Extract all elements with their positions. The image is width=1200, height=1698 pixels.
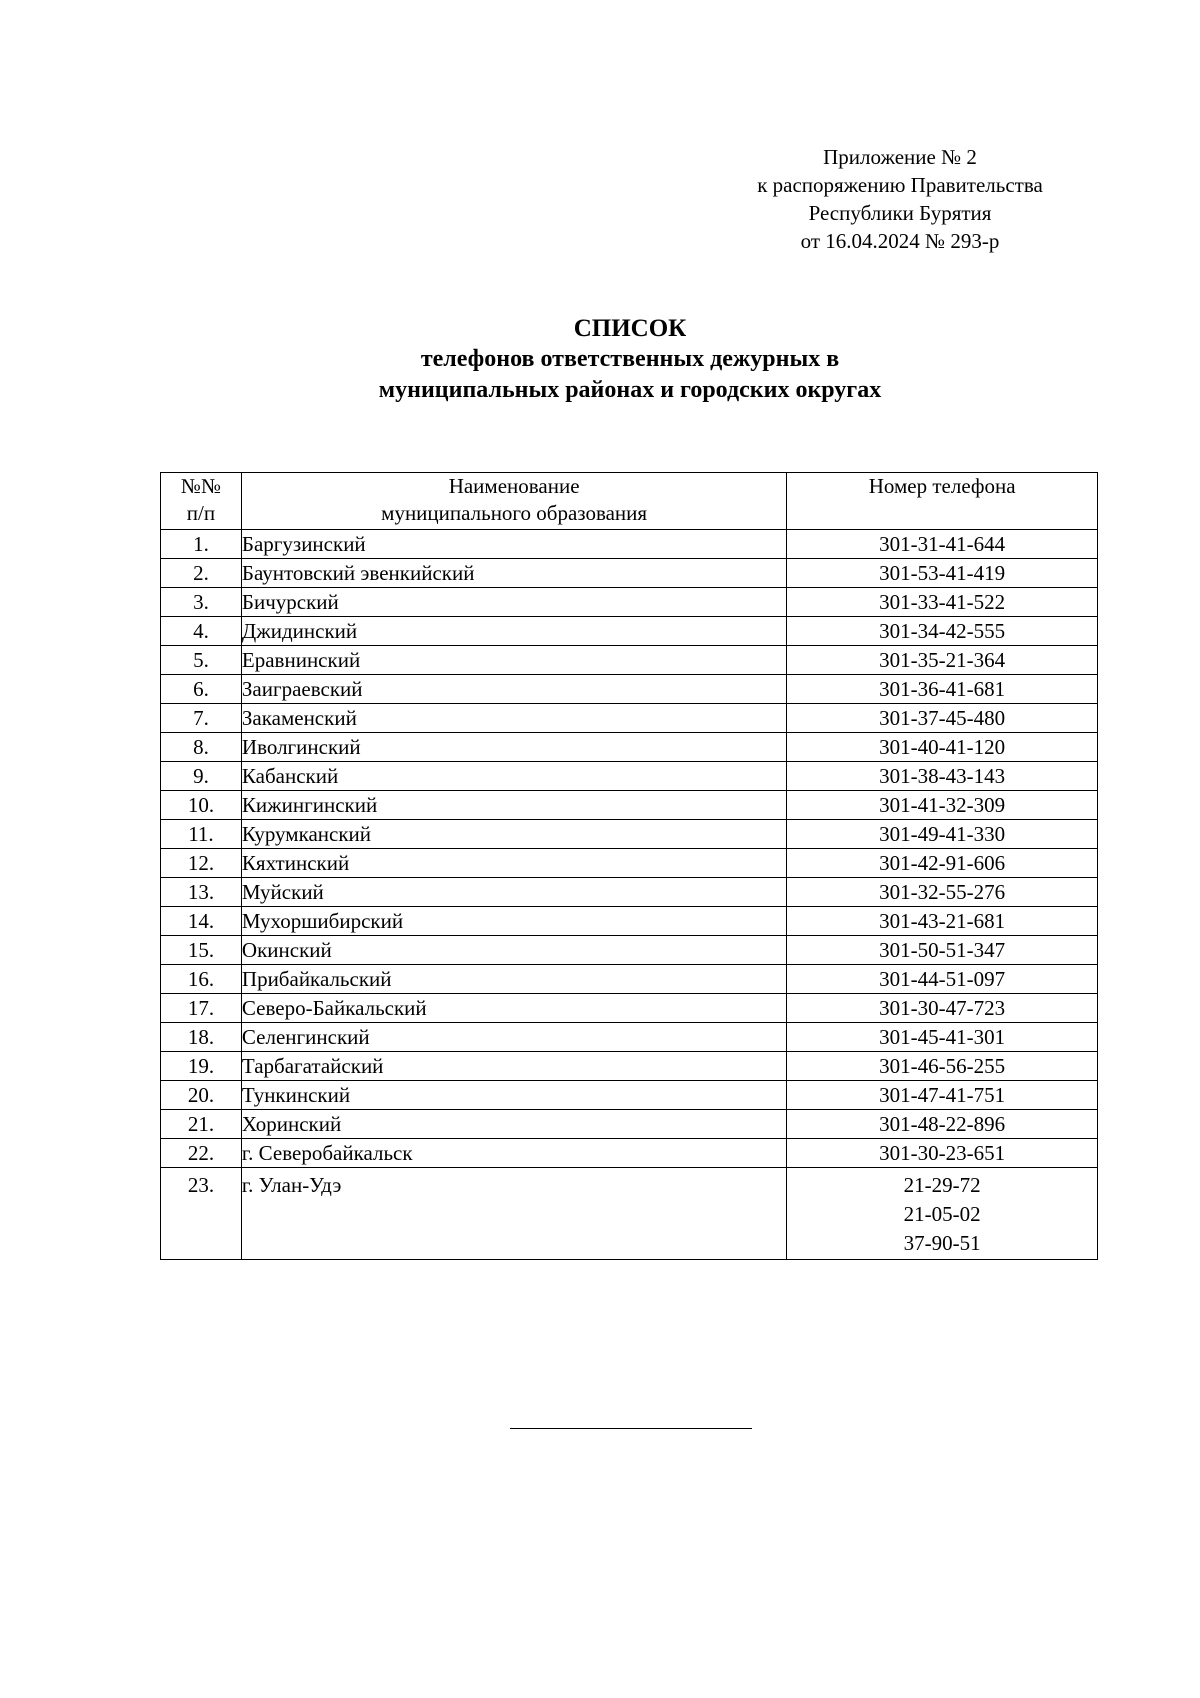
row-number: 15. [161, 936, 242, 965]
row-phone: 301-48-22-896 [787, 1110, 1098, 1139]
row-phone: 301-35-21-364 [787, 646, 1098, 675]
row-number: 3. [161, 588, 242, 617]
row-name: Хоринский [241, 1110, 786, 1139]
row-phone: 301-30-23-651 [787, 1139, 1098, 1168]
table-row [161, 762, 1098, 791]
row-phone: 301-38-43-143 [787, 762, 1098, 791]
row-number: 11. [161, 820, 242, 849]
row-number: 13. [161, 878, 242, 907]
table-row [161, 965, 1098, 994]
row-number: 4. [161, 617, 242, 646]
row-phone-2: 21-05-02 [903, 1202, 981, 1226]
table-row [161, 820, 1098, 849]
header-phone-label: Номер телефона [868, 474, 1016, 498]
table-row [161, 617, 1098, 646]
header-number [161, 473, 242, 530]
table-row [161, 936, 1098, 965]
table-row [161, 791, 1098, 820]
row-name: Мухоршибирский [241, 907, 786, 936]
row-name: Тункинский [241, 1081, 786, 1110]
header-name-line2: муниципального образования [381, 501, 648, 525]
row-phone: 301-40-41-120 [787, 733, 1098, 762]
row-phone: 301-45-41-301 [787, 1023, 1098, 1052]
row-name: Закаменский [241, 704, 786, 733]
row-phone: 301-36-41-681 [787, 675, 1098, 704]
row-phone: 301-49-41-330 [787, 820, 1098, 849]
row-number: 16. [161, 965, 242, 994]
row-number: 10. [161, 791, 242, 820]
header-name-line1: Наименование [448, 474, 580, 498]
row-name: г. Северобайкальск [241, 1139, 786, 1168]
closing-rule [510, 1428, 752, 1429]
document-title [0, 313, 1200, 406]
row-phone: 301-37-45-480 [787, 704, 1098, 733]
row-phone: 301-43-21-681 [787, 907, 1098, 936]
row-number: 14. [161, 907, 242, 936]
row-number: 20. [161, 1081, 242, 1110]
row-number: 21. [161, 1110, 242, 1139]
table-row [161, 1110, 1098, 1139]
header-number-line1: №№ [180, 474, 221, 498]
row-number: 6. [161, 675, 242, 704]
row-name: Заиграевский [241, 675, 786, 704]
row-phone: 301-30-47-723 [787, 994, 1098, 1023]
table-row [161, 849, 1098, 878]
row-phone: 301-44-51-097 [787, 965, 1098, 994]
row-name: Джидинский [241, 617, 786, 646]
table-row [161, 733, 1098, 762]
appendix-header [700, 143, 1100, 255]
table-header-row [161, 473, 1098, 530]
table-row [161, 1052, 1098, 1081]
appendix-line-date: от 16.04.2024 № 293-р [800, 229, 1000, 253]
table-row [161, 907, 1098, 936]
row-number: 9. [161, 762, 242, 791]
row-phone: 301-46-56-255 [787, 1052, 1098, 1081]
row-phone: 301-34-42-555 [787, 617, 1098, 646]
row-name: Еравнинский [241, 646, 786, 675]
table-row [161, 878, 1098, 907]
table-row [161, 1023, 1098, 1052]
title-main: СПИСОК [573, 315, 687, 342]
row-phone: 301-41-32-309 [787, 791, 1098, 820]
table-row [161, 675, 1098, 704]
table-row [161, 1139, 1098, 1168]
row-name: Баргузинский [241, 530, 786, 559]
table-row [161, 530, 1098, 559]
row-name: Селенгинский [241, 1023, 786, 1052]
row-name: Кабанский [241, 762, 786, 791]
row-name: Баунтовский эвенкийский [241, 559, 786, 588]
row-phones [787, 1168, 1098, 1260]
table-row [161, 1081, 1098, 1110]
row-phone: 301-47-41-751 [787, 1081, 1098, 1110]
row-name: Прибайкальский [241, 965, 786, 994]
table-row [161, 646, 1098, 675]
table-row-last [161, 1168, 1098, 1260]
row-number: 22. [161, 1139, 242, 1168]
row-number: 12. [161, 849, 242, 878]
title-subtitle-line2: муниципальных районах и городских округах [378, 377, 882, 403]
row-name: Окинский [241, 936, 786, 965]
row-name: Иволгинский [241, 733, 786, 762]
header-name [241, 473, 786, 530]
row-name: Кяхтинский [241, 849, 786, 878]
row-name: Северо-Байкальский [241, 994, 786, 1023]
row-number: 1. [161, 530, 242, 559]
table-row [161, 588, 1098, 617]
title-subtitle-line1: телефонов ответственных дежурных в [420, 346, 840, 372]
row-number: 5. [161, 646, 242, 675]
table-body [161, 530, 1098, 1260]
row-phone: 301-53-41-419 [787, 559, 1098, 588]
table-row [161, 559, 1098, 588]
row-number: 23. [161, 1168, 242, 1260]
row-number: 7. [161, 704, 242, 733]
row-number: 19. [161, 1052, 242, 1081]
row-number: 8. [161, 733, 242, 762]
appendix-line-number: Приложение № 2 [823, 145, 977, 169]
row-phone: 301-32-55-276 [787, 878, 1098, 907]
row-name: Кижингинский [241, 791, 786, 820]
row-name: Бичурский [241, 588, 786, 617]
row-phone-1: 21-29-72 [903, 1173, 981, 1197]
row-name: Тарбагатайский [241, 1052, 786, 1081]
row-number: 18. [161, 1023, 242, 1052]
row-phone: 301-33-41-522 [787, 588, 1098, 617]
header-number-line2: п/п [186, 501, 216, 525]
appendix-line-republic: Республики Бурятия [808, 201, 992, 225]
phones-table [160, 472, 1098, 1260]
row-name: Курумканский [241, 820, 786, 849]
row-phone: 301-42-91-606 [787, 849, 1098, 878]
table-row [161, 994, 1098, 1023]
row-number: 2. [161, 559, 242, 588]
appendix-line-order: к распоряжению Правительства [757, 173, 1043, 197]
row-name: г. Улан-Удэ [241, 1168, 786, 1260]
header-phone [787, 473, 1098, 530]
row-number: 17. [161, 994, 242, 1023]
table-row [161, 704, 1098, 733]
row-phone: 301-50-51-347 [787, 936, 1098, 965]
row-name: Муйский [241, 878, 786, 907]
row-phone: 301-31-41-644 [787, 530, 1098, 559]
row-phone-3: 37-90-51 [903, 1231, 981, 1255]
